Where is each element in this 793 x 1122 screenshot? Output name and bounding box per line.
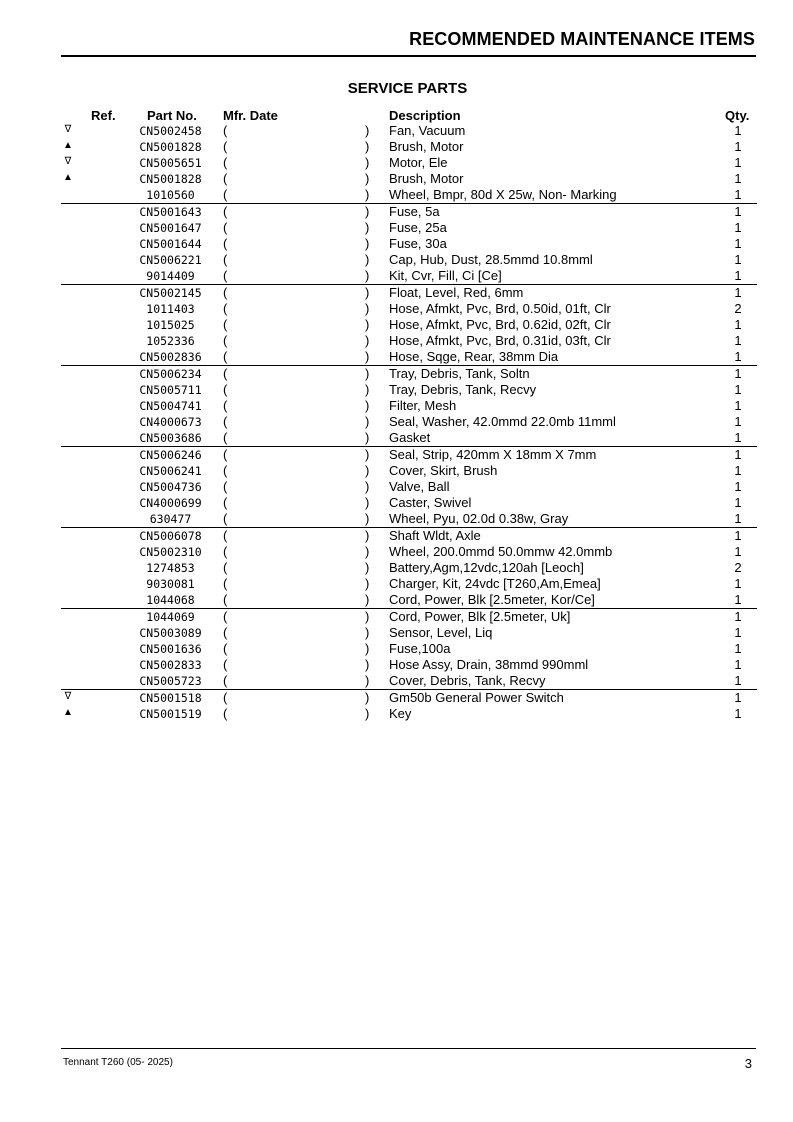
part-number: CN5005651 bbox=[139, 156, 202, 170]
table-row bbox=[0, 495, 793, 511]
part-description: Fuse, 5a bbox=[389, 204, 440, 219]
part-quantity: 1 bbox=[734, 528, 742, 543]
part-number: CN5001828 bbox=[139, 172, 202, 186]
part-description: Fuse, 30a bbox=[389, 236, 447, 251]
part-quantity: 1 bbox=[734, 463, 742, 478]
mfr-date-close-paren: ) bbox=[365, 430, 370, 445]
mfr-date-close-paren: ) bbox=[365, 252, 370, 267]
part-quantity: 2 bbox=[734, 301, 742, 316]
part-description: Cover, Skirt, Brush bbox=[389, 463, 498, 478]
footer-doc-info: Tennant T260 (05- 2025) bbox=[63, 1057, 173, 1068]
part-number: 630477 bbox=[149, 512, 192, 526]
mfr-date-close-paren: ) bbox=[365, 495, 370, 510]
part-quantity: 1 bbox=[734, 171, 742, 186]
mfr-date-open-paren: ( bbox=[223, 673, 228, 688]
table-row bbox=[0, 317, 793, 333]
ref-marker: ▲ bbox=[63, 707, 73, 718]
footer-divider bbox=[61, 1048, 756, 1049]
part-quantity: 2 bbox=[734, 560, 742, 575]
part-quantity: 1 bbox=[734, 706, 742, 721]
mfr-date-open-paren: ( bbox=[223, 430, 228, 445]
mfr-date-close-paren: ) bbox=[365, 268, 370, 283]
table-row bbox=[61, 187, 757, 204]
part-description: Fuse,100a bbox=[389, 641, 451, 656]
mfr-date-close-paren: ) bbox=[365, 706, 370, 721]
part-quantity: 1 bbox=[734, 447, 742, 462]
part-number: 1044069 bbox=[146, 610, 195, 624]
part-number: CN5002833 bbox=[139, 658, 202, 672]
table-row bbox=[0, 155, 793, 171]
mfr-date-close-paren: ) bbox=[365, 382, 370, 397]
mfr-date-open-paren: ( bbox=[223, 382, 228, 397]
parts-list bbox=[0, 123, 793, 722]
part-description: Filter, Mesh bbox=[389, 398, 457, 413]
mfr-date-open-paren: ( bbox=[223, 463, 228, 478]
part-number: CN5005723 bbox=[139, 674, 202, 688]
part-number: CN5002310 bbox=[139, 545, 202, 559]
part-description: Hose Assy, Drain, 38mmd 990mml bbox=[389, 657, 589, 672]
mfr-date-close-paren: ) bbox=[365, 285, 370, 300]
part-quantity: 1 bbox=[734, 398, 742, 413]
mfr-date-close-paren: ) bbox=[365, 657, 370, 672]
part-quantity: 1 bbox=[734, 382, 742, 397]
table-row bbox=[0, 204, 793, 220]
mfr-date-open-paren: ( bbox=[223, 301, 228, 316]
table-row bbox=[0, 690, 793, 706]
part-description: Key bbox=[389, 706, 412, 721]
mfr-date-open-paren: ( bbox=[223, 511, 228, 526]
part-description: Seal, Strip, 420mm X 18mm X 7mm bbox=[389, 447, 597, 462]
part-description: Sensor, Level, Liq bbox=[389, 625, 493, 640]
table-row bbox=[61, 592, 757, 609]
mfr-date-close-paren: ) bbox=[365, 673, 370, 688]
mfr-date-open-paren: ( bbox=[223, 333, 228, 348]
page-header-title: RECOMMENDED MAINTENANCE ITEMS bbox=[409, 29, 755, 49]
table-row bbox=[0, 479, 793, 495]
mfr-date-close-paren: ) bbox=[365, 187, 370, 202]
part-quantity: 1 bbox=[734, 204, 742, 219]
mfr-date-close-paren: ) bbox=[365, 690, 370, 705]
mfr-date-close-paren: ) bbox=[365, 560, 370, 575]
part-number: CN4000673 bbox=[139, 415, 202, 429]
part-quantity: 1 bbox=[734, 430, 742, 445]
part-number: 1011403 bbox=[146, 302, 195, 316]
part-description: Tray, Debris, Tank, Recvy bbox=[389, 382, 537, 397]
mfr-date-open-paren: ( bbox=[223, 236, 228, 251]
mfr-date-open-paren: ( bbox=[223, 657, 228, 672]
part-description: Fuse, 25a bbox=[389, 220, 447, 235]
mfr-date-open-paren: ( bbox=[223, 576, 228, 591]
mfr-date-close-paren: ) bbox=[365, 236, 370, 251]
part-description: Battery,Agm,12vdc,120ah [Leoch] bbox=[389, 560, 584, 575]
part-description: Cord, Power, Blk [2.5meter, Uk] bbox=[389, 609, 571, 624]
table-row bbox=[0, 528, 793, 544]
table-row bbox=[0, 301, 793, 317]
mfr-date-close-paren: ) bbox=[365, 528, 370, 543]
table-row bbox=[0, 252, 793, 268]
mfr-date-open-paren: ( bbox=[223, 155, 228, 170]
mfr-date-open-paren: ( bbox=[223, 204, 228, 219]
part-description: Wheel, 200.0mmd 50.0mmw 42.0mmb bbox=[389, 544, 613, 559]
part-quantity: 1 bbox=[734, 366, 742, 381]
part-quantity: 1 bbox=[734, 609, 742, 624]
part-quantity: 1 bbox=[734, 495, 742, 510]
mfr-date-open-paren: ( bbox=[223, 414, 228, 429]
mfr-date-open-paren: ( bbox=[223, 220, 228, 235]
part-description: Gasket bbox=[389, 430, 431, 445]
table-row bbox=[0, 625, 793, 641]
part-description: Cap, Hub, Dust, 28.5mmd 10.8mml bbox=[389, 252, 593, 267]
table-row bbox=[61, 430, 757, 447]
mfr-date-open-paren: ( bbox=[223, 706, 228, 721]
mfr-date-open-paren: ( bbox=[223, 447, 228, 462]
ref-marker: ∇ bbox=[64, 156, 72, 167]
table-row bbox=[61, 673, 757, 690]
table-row bbox=[0, 706, 793, 722]
mfr-date-close-paren: ) bbox=[365, 139, 370, 154]
mfr-date-close-paren: ) bbox=[365, 301, 370, 316]
part-number: CN4000699 bbox=[139, 496, 202, 510]
part-number: CN5003089 bbox=[139, 626, 202, 640]
part-quantity: 1 bbox=[734, 236, 742, 251]
ref-marker: ▲ bbox=[63, 140, 73, 151]
part-description: Hose, Afmkt, Pvc, Brd, 0.62id, 02ft, Clr bbox=[389, 317, 611, 332]
part-number: CN5004741 bbox=[139, 399, 202, 413]
part-number: CN5006234 bbox=[139, 367, 202, 381]
mfr-date-close-paren: ) bbox=[365, 349, 370, 364]
mfr-date-close-paren: ) bbox=[365, 123, 370, 138]
column-header-mfr-date: Mfr. Date bbox=[223, 108, 278, 123]
table-row bbox=[0, 641, 793, 657]
mfr-date-open-paren: ( bbox=[223, 625, 228, 640]
part-number: CN5003686 bbox=[139, 431, 202, 445]
part-quantity: 1 bbox=[734, 625, 742, 640]
part-number: CN5006078 bbox=[139, 529, 202, 543]
mfr-date-open-paren: ( bbox=[223, 398, 228, 413]
section-title: SERVICE PARTS bbox=[347, 80, 468, 97]
table-row bbox=[0, 123, 793, 139]
part-description: Cord, Power, Blk [2.5meter, Kor/Ce] bbox=[389, 592, 595, 607]
part-description: Tray, Debris, Tank, Soltn bbox=[389, 366, 530, 381]
mfr-date-open-paren: ( bbox=[223, 528, 228, 543]
part-description: Motor, Ele bbox=[389, 155, 448, 170]
part-number: CN5001643 bbox=[139, 205, 202, 219]
table-row bbox=[0, 220, 793, 236]
header-divider bbox=[61, 55, 756, 57]
part-quantity: 1 bbox=[734, 268, 742, 283]
part-number: CN5006241 bbox=[139, 464, 202, 478]
mfr-date-close-paren: ) bbox=[365, 447, 370, 462]
mfr-date-open-paren: ( bbox=[223, 479, 228, 494]
part-number: CN5001519 bbox=[139, 707, 202, 721]
mfr-date-open-paren: ( bbox=[223, 609, 228, 624]
part-number: 9030081 bbox=[146, 577, 195, 591]
ref-marker: ∇ bbox=[64, 124, 72, 135]
mfr-date-open-paren: ( bbox=[223, 139, 228, 154]
mfr-date-close-paren: ) bbox=[365, 171, 370, 186]
ref-marker: ▲ bbox=[63, 172, 73, 183]
ref-marker: ∇ bbox=[64, 691, 72, 702]
part-quantity: 1 bbox=[734, 641, 742, 656]
part-description: Cover, Debris, Tank, Recvy bbox=[389, 673, 546, 688]
part-number: CN5002458 bbox=[139, 124, 202, 138]
table-row bbox=[0, 560, 793, 576]
mfr-date-open-paren: ( bbox=[223, 690, 228, 705]
part-number: 1015025 bbox=[146, 318, 195, 332]
column-header-description: Description bbox=[389, 108, 461, 123]
part-number: CN5004736 bbox=[139, 480, 202, 494]
mfr-date-open-paren: ( bbox=[223, 171, 228, 186]
mfr-date-open-paren: ( bbox=[223, 285, 228, 300]
part-description: Hose, Afmkt, Pvc, Brd, 0.50id, 01ft, Clr bbox=[389, 301, 611, 316]
table-row bbox=[0, 609, 793, 625]
mfr-date-close-paren: ) bbox=[365, 576, 370, 591]
part-number: CN5006246 bbox=[139, 448, 202, 462]
part-number: CN5001644 bbox=[139, 237, 202, 251]
table-row bbox=[0, 544, 793, 560]
part-quantity: 1 bbox=[734, 252, 742, 267]
part-number: 9014409 bbox=[146, 269, 195, 283]
mfr-date-close-paren: ) bbox=[365, 398, 370, 413]
mfr-date-close-paren: ) bbox=[365, 592, 370, 607]
table-row bbox=[0, 382, 793, 398]
part-quantity: 1 bbox=[734, 673, 742, 688]
part-quantity: 1 bbox=[734, 349, 742, 364]
part-description: Float, Level, Red, 6mm bbox=[389, 285, 524, 300]
part-quantity: 1 bbox=[734, 592, 742, 607]
part-number: CN5001636 bbox=[139, 642, 202, 656]
part-description: Seal, Washer, 42.0mmd 22.0mb 11mml bbox=[389, 414, 616, 429]
part-quantity: 1 bbox=[734, 511, 742, 526]
part-number: CN5002836 bbox=[139, 350, 202, 364]
part-description: Brush, Motor bbox=[389, 171, 464, 186]
part-quantity: 1 bbox=[734, 576, 742, 591]
mfr-date-open-paren: ( bbox=[223, 495, 228, 510]
part-description: Caster, Swivel bbox=[389, 495, 472, 510]
mfr-date-close-paren: ) bbox=[365, 544, 370, 559]
table-row bbox=[0, 285, 793, 301]
part-description: Fan, Vacuum bbox=[389, 123, 466, 138]
table-row bbox=[0, 657, 793, 673]
table-row bbox=[0, 447, 793, 463]
part-quantity: 1 bbox=[734, 317, 742, 332]
column-header-ref: Ref. bbox=[91, 108, 116, 123]
part-quantity: 1 bbox=[734, 285, 742, 300]
part-quantity: 1 bbox=[734, 657, 742, 672]
table-row bbox=[0, 171, 793, 187]
mfr-date-close-paren: ) bbox=[365, 609, 370, 624]
part-number: CN5006221 bbox=[139, 253, 202, 267]
table-row bbox=[0, 576, 793, 592]
table-row bbox=[0, 366, 793, 382]
table-row bbox=[0, 398, 793, 414]
mfr-date-open-paren: ( bbox=[223, 366, 228, 381]
part-description: Hose, Afmkt, Pvc, Brd, 0.31id, 03ft, Clr bbox=[389, 333, 611, 348]
part-quantity: 1 bbox=[734, 187, 742, 202]
part-number: CN5001828 bbox=[139, 140, 202, 154]
table-row bbox=[0, 463, 793, 479]
part-quantity: 1 bbox=[734, 414, 742, 429]
column-header-part-no: Part No. bbox=[147, 108, 197, 123]
mfr-date-open-paren: ( bbox=[223, 641, 228, 656]
page-number: 3 bbox=[744, 1056, 752, 1071]
part-quantity: 1 bbox=[734, 479, 742, 494]
part-quantity: 1 bbox=[734, 139, 742, 154]
part-quantity: 1 bbox=[734, 123, 742, 138]
mfr-date-close-paren: ) bbox=[365, 641, 370, 656]
part-description: Valve, Ball bbox=[389, 479, 450, 494]
mfr-date-close-paren: ) bbox=[365, 414, 370, 429]
table-row bbox=[61, 349, 757, 366]
mfr-date-open-paren: ( bbox=[223, 349, 228, 364]
mfr-date-open-paren: ( bbox=[223, 123, 228, 138]
part-quantity: 1 bbox=[734, 333, 742, 348]
part-description: Kit, Cvr, Fill, Ci [Ce] bbox=[389, 268, 502, 283]
column-header-qty: Qty. bbox=[725, 108, 750, 123]
table-row bbox=[0, 333, 793, 349]
part-quantity: 1 bbox=[734, 690, 742, 705]
mfr-date-close-paren: ) bbox=[365, 463, 370, 478]
part-quantity: 1 bbox=[734, 544, 742, 559]
mfr-date-open-paren: ( bbox=[223, 317, 228, 332]
mfr-date-close-paren: ) bbox=[365, 204, 370, 219]
mfr-date-close-paren: ) bbox=[365, 317, 370, 332]
part-number: CN5005711 bbox=[139, 383, 202, 397]
part-number: 1010560 bbox=[146, 188, 195, 202]
part-description: Wheel, Bmpr, 80d X 25w, Non- Marking bbox=[389, 187, 617, 202]
part-quantity: 1 bbox=[734, 220, 742, 235]
mfr-date-close-paren: ) bbox=[365, 220, 370, 235]
part-number: CN5002145 bbox=[139, 286, 202, 300]
part-quantity: 1 bbox=[734, 155, 742, 170]
mfr-date-close-paren: ) bbox=[365, 366, 370, 381]
part-description: Brush, Motor bbox=[389, 139, 464, 154]
mfr-date-open-paren: ( bbox=[223, 252, 228, 267]
table-row bbox=[61, 268, 757, 285]
mfr-date-close-paren: ) bbox=[365, 625, 370, 640]
part-number: CN5001647 bbox=[139, 221, 202, 235]
mfr-date-close-paren: ) bbox=[365, 155, 370, 170]
table-row bbox=[0, 139, 793, 155]
mfr-date-close-paren: ) bbox=[365, 511, 370, 526]
table-row bbox=[0, 414, 793, 430]
mfr-date-open-paren: ( bbox=[223, 187, 228, 202]
part-description: Gm50b General Power Switch bbox=[389, 690, 564, 705]
mfr-date-close-paren: ) bbox=[365, 333, 370, 348]
mfr-date-close-paren: ) bbox=[365, 479, 370, 494]
part-description: Wheel, Pyu, 02.0d 0.38w, Gray bbox=[389, 511, 569, 526]
part-description: Charger, Kit, 24vdc [T260,Am,Emea] bbox=[389, 576, 601, 591]
mfr-date-open-paren: ( bbox=[223, 544, 228, 559]
part-number: 1044068 bbox=[146, 593, 195, 607]
part-number: 1274853 bbox=[146, 561, 195, 575]
mfr-date-open-paren: ( bbox=[223, 560, 228, 575]
part-number: 1052336 bbox=[146, 334, 195, 348]
table-row bbox=[61, 511, 757, 528]
mfr-date-open-paren: ( bbox=[223, 268, 228, 283]
part-number: CN5001518 bbox=[139, 691, 202, 705]
mfr-date-open-paren: ( bbox=[223, 592, 228, 607]
part-description: Hose, Sqge, Rear, 38mm Dia bbox=[389, 349, 559, 364]
part-description: Shaft Wldt, Axle bbox=[389, 528, 481, 543]
table-row bbox=[0, 236, 793, 252]
